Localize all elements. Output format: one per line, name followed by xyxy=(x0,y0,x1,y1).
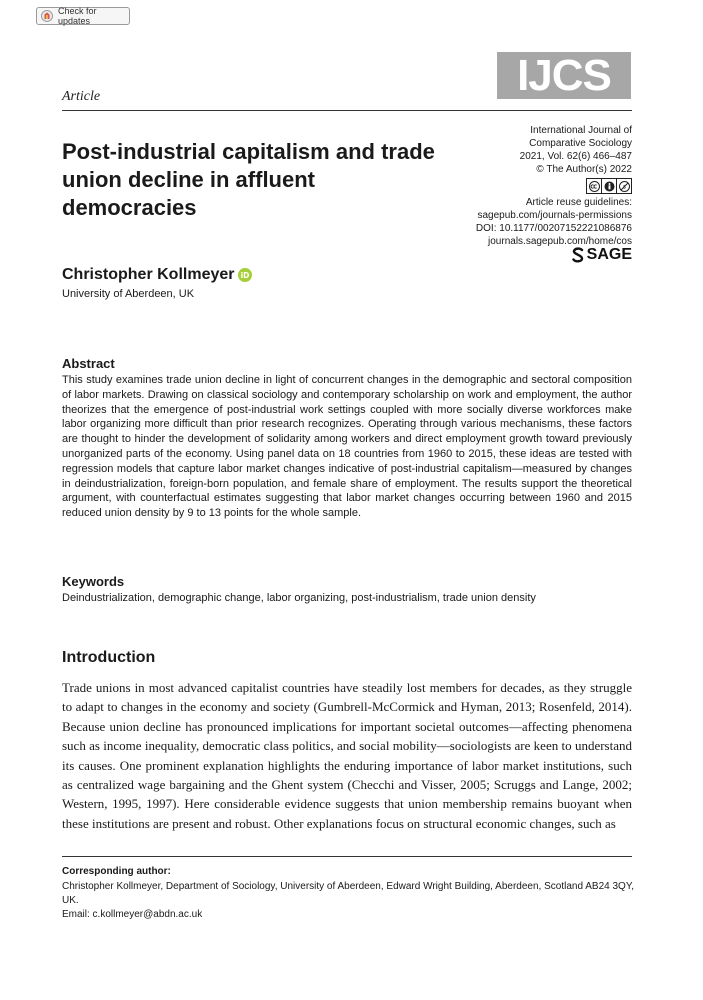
check-updates-label: Check for updates xyxy=(58,6,97,26)
sage-icon xyxy=(571,247,585,263)
author-block xyxy=(62,266,252,284)
introduction-text: Trade unions in most advanced capitalist countries have steadily lost members for decades, as they struggle to adapt to changes in the economy and society (Gumbrell-McCormick and Hyman, 2013; Rosenfeld, 2014). Because union decline has pronounced implications for important societal outcomes—affecting phenomena such as income inequality, democratic class politics, and social mobility—sociologists are keen to understand its causes. One prominent explanation highlights the enduring importance of labor market institutions, such as centralized wage bargaining and the Ghent system (Checchi and Visser, 2005; Scruggs and Lange, 2002; Western, 1995, 1997). Here considerable evidence suggests that union membership remains buoyant when these institutions are present and robust. Other explanations focus on structural economic changes, such as xyxy=(62,680,632,831)
creative-commons-icon xyxy=(586,178,632,194)
reuse-label: Article reuse guidelines: xyxy=(525,197,632,208)
doi-link[interactable]: DOI: 10.1177/00207152221086876 xyxy=(475,223,632,234)
abstract-text: This study examines trade union decline in light of concurrent changes in the demographic and sectoral composition of labor markets. Drawing on classical sociology and contemporary scholarship on work and employment, the author theorizes that the emergence of post-industrial work settings coupled with more socially diverse workforces make labor organizing more difficult than prior research recognizes. Operating through various mechanisms, these factors are thought to hinder the development of solidarity among workers and direct employment growth toward previously unorganized parts of the economy. Using panel data on 18 countries from 1960 to 2015, these ideas are tested with regression models that capture labor market changes indicative of post-industrial capitalism—measured by changes in deindustrialization, foreign-born population, and female share of employment. The results support the theoretical argument, with counterfactual estimates suggesting that labor market changes occurring between 1960 and 2015 reduced union density by 9 to 13 points for the whole sample. xyxy=(62,374,632,520)
journal-homepage-link[interactable]: journals.sagepub.com/home/cos xyxy=(488,236,632,247)
author-affiliation: University of Aberdeen, UK xyxy=(62,288,195,300)
introduction-heading: Introduction xyxy=(62,649,156,666)
journal-name-line1: International Journal of xyxy=(530,125,632,136)
corresponding-author-text: Christopher Kollmeyer, Department of Sociology, University of Aberdeen, Edward Wright Building, Aberdeen, Scotland AB24 3QY, UK. xyxy=(62,881,634,906)
reuse-info xyxy=(476,196,632,248)
permissions-link[interactable]: sagepub.com/journals-permissions xyxy=(477,210,632,221)
keywords-heading: Keywords xyxy=(62,574,125,589)
svg-text:$: $ xyxy=(622,184,626,190)
journal-name-line2: Comparative Sociology xyxy=(529,138,632,149)
svg-text:iD: iD xyxy=(241,271,250,280)
publisher-logo xyxy=(571,246,632,264)
corresponding-author-heading: Corresponding author: xyxy=(62,866,171,877)
corresponding-author-email[interactable]: Email: c.kollmeyer@abdn.ac.uk xyxy=(62,909,203,920)
check-for-updates-button[interactable] xyxy=(36,7,130,25)
article-type: Article xyxy=(62,89,101,104)
author-name: Christopher Kollmeyer xyxy=(62,266,235,283)
article-title: Post-industrial capitalism and trade union decline in affluent democracies xyxy=(62,139,435,220)
abstract-heading: Abstract xyxy=(62,356,115,371)
journal-volume: 2021, Vol. 62(6) 466–487 xyxy=(519,151,632,162)
header-divider xyxy=(62,110,632,111)
journal-logo-text: IJCS xyxy=(517,51,611,100)
check-updates-icon xyxy=(41,10,53,22)
journal-meta xyxy=(520,124,632,196)
orcid-icon[interactable] xyxy=(238,268,252,282)
publisher-logo-text: SAGE xyxy=(586,246,632,263)
journal-copyright: © The Author(s) 2022 xyxy=(536,164,632,175)
keywords-text: Deindustrialization, demographic change, labor organizing, post-industrialism, trade union density xyxy=(62,592,536,604)
journal-logo xyxy=(497,52,631,99)
footer-divider xyxy=(62,856,632,857)
